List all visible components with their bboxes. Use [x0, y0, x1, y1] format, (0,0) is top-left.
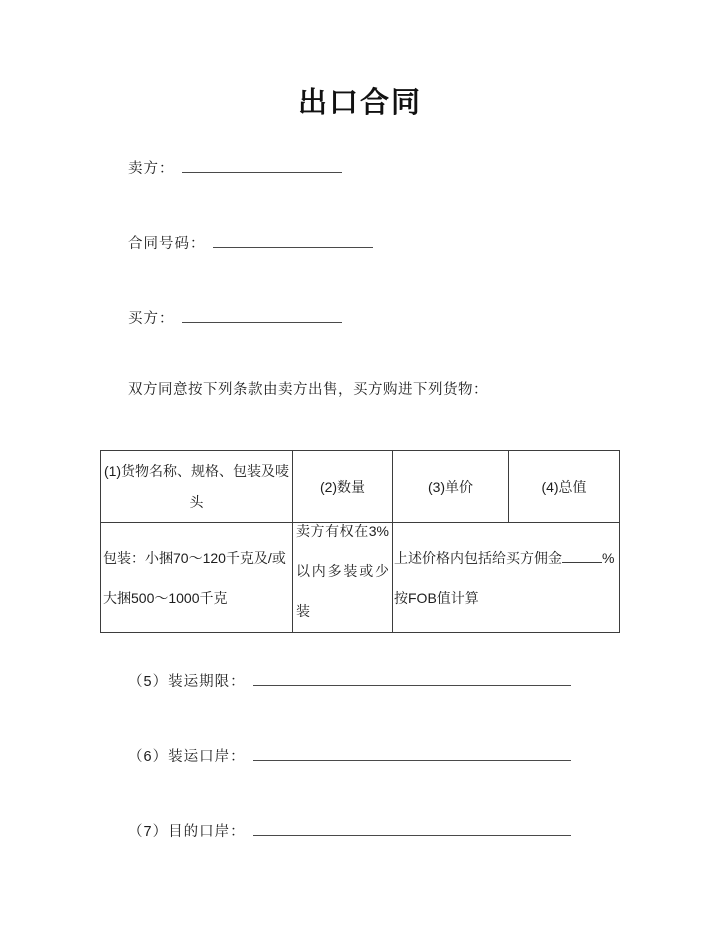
- destination-port-blank-line: [253, 820, 571, 836]
- document-title: 出口合同: [297, 87, 422, 119]
- destination-port-field: [128, 820, 571, 841]
- buyer-label: 买方：: [128, 311, 175, 327]
- percent-sign: %: [602, 549, 615, 566]
- loading-port-blank-line: [253, 745, 571, 761]
- goods-table: [100, 450, 620, 633]
- agreement-intro-text: 双方同意按下列条款由卖方出售，买方购进下列货物：: [128, 382, 488, 398]
- contract-number-label: 合同号码：: [128, 236, 206, 252]
- shipment-date-field: [128, 670, 571, 691]
- buyer-blank-line: [182, 307, 342, 323]
- loading-port-field: [128, 745, 571, 766]
- loading-port-label: （6）装运口岸：: [128, 749, 246, 765]
- shipment-date-blank-line: [253, 670, 571, 686]
- seller-field: [128, 157, 342, 178]
- cell-quantity-tolerance: [293, 523, 393, 633]
- cell-price-terms: [393, 523, 620, 633]
- header-quantity: (2)数量: [293, 451, 393, 523]
- header-unit-price: (3)单价: [393, 451, 509, 523]
- seller-blank-line: [182, 157, 342, 173]
- cell-packing-spec: 包装：小捆70～120千克及/或大捆500～1000千克: [101, 523, 293, 633]
- shipment-date-label: （5）装运期限：: [128, 674, 246, 690]
- goods-table-body-row: [101, 523, 620, 633]
- contract-number-blank-line: [213, 232, 373, 248]
- header-goods-description: (1)货物名称、规格、包装及唛头: [101, 451, 293, 523]
- commission-blank-line: [562, 549, 602, 563]
- buyer-field: [128, 307, 342, 328]
- fob-basis-text: 按FOB值计算: [394, 589, 479, 606]
- contract-number-field: [128, 232, 373, 253]
- quantity-tolerance-text: 卖方有权在3%以内多装或少装: [296, 523, 389, 619]
- header-total-value: (4)总值: [509, 451, 620, 523]
- commission-text: 上述价格内包括给买方佣金: [394, 549, 562, 566]
- seller-label: 卖方：: [128, 161, 175, 177]
- destination-port-label: （7）目的口岸：: [128, 824, 246, 840]
